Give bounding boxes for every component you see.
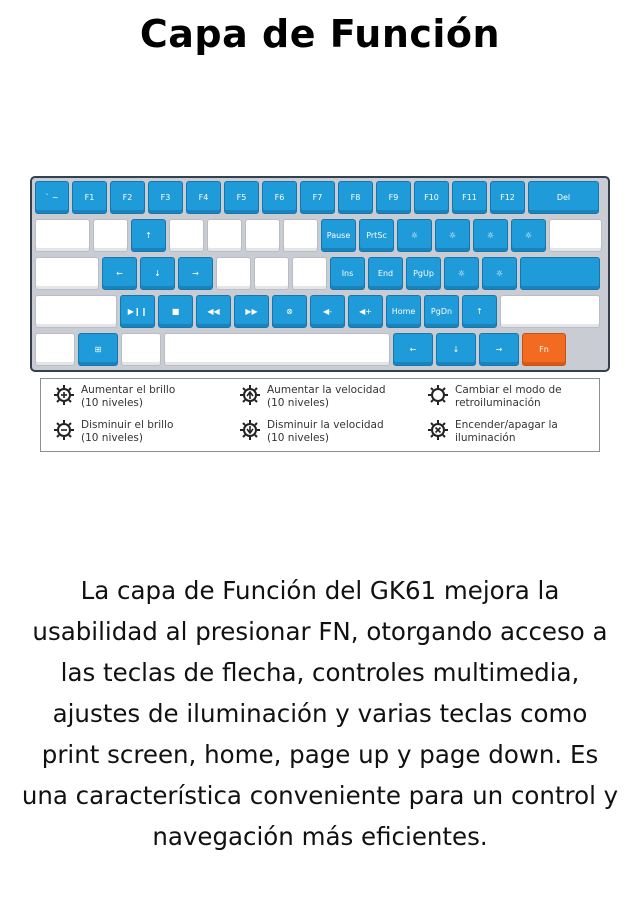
speed-down-icon <box>239 419 261 441</box>
key-r4-10: PgDn <box>424 295 459 328</box>
key-r4-1 <box>35 295 117 328</box>
key-r3-12: ☼ <box>482 257 517 290</box>
key-r3-2: ← <box>102 257 137 290</box>
key-r3-8: Ins <box>330 257 365 290</box>
key-r3-5 <box>216 257 251 290</box>
key-r3-1 <box>35 257 99 290</box>
key-r3-4: → <box>178 257 213 290</box>
legend-item-backlight-mode <box>427 384 562 410</box>
legend-sublabel: retroiluminación <box>455 397 541 409</box>
key-r5-2: ⊞ <box>78 333 118 366</box>
key-r2-6 <box>245 219 280 252</box>
key-r1-4: F3 <box>148 181 183 214</box>
key-r1-2: F1 <box>72 181 107 214</box>
legend-item-brightness-down <box>53 419 173 445</box>
key-r1-7: F6 <box>262 181 297 214</box>
key-r2-8: Pause <box>321 219 356 252</box>
key-r1-10: F9 <box>376 181 411 214</box>
key-r3-7 <box>292 257 327 290</box>
key-r1-3: F2 <box>110 181 145 214</box>
legend-item-speed-up <box>239 384 386 410</box>
page-title: Capa de Función <box>139 12 501 56</box>
legend-sublabel: iluminación <box>455 432 516 444</box>
key-r2-10: ☼ <box>397 219 432 252</box>
key-r2-11: ☼ <box>435 219 470 252</box>
key-r3-13 <box>520 257 600 290</box>
key-r5-8: Fn <box>522 333 566 366</box>
brightness-down-icon <box>53 419 75 441</box>
key-r4-8: ◀+ <box>348 295 383 328</box>
key-r4-11: ↑ <box>462 295 497 328</box>
key-r2-2 <box>93 219 128 252</box>
key-r2-4 <box>169 219 204 252</box>
key-r1-8: F7 <box>300 181 335 214</box>
keyboard-layout-diagram <box>30 176 610 372</box>
legend-item-backlight-toggle <box>427 419 558 445</box>
key-r5-5: ← <box>393 333 433 366</box>
key-r4-5: ▶▶ <box>234 295 269 328</box>
key-r4-6: ⊗ <box>272 295 307 328</box>
key-r1-14: Del <box>528 181 599 214</box>
key-r3-10: PgUp <box>406 257 441 290</box>
legend-label: Disminuir la velocidad <box>267 419 384 431</box>
key-r4-7: ◀- <box>310 295 345 328</box>
legend-label: Aumentar la velocidad <box>267 384 386 396</box>
key-r4-4: ◀◀ <box>196 295 231 328</box>
key-r3-3: ↓ <box>140 257 175 290</box>
legend-sublabel: (10 niveles) <box>81 432 143 444</box>
key-r2-9: PrtSc <box>359 219 394 252</box>
key-r2-3: ↑ <box>131 219 166 252</box>
backlight-toggle-icon <box>427 419 449 441</box>
legend-sublabel: (10 niveles) <box>81 397 143 409</box>
key-r4-9: Home <box>386 295 421 328</box>
legend-label: Aumentar el brillo <box>81 384 176 396</box>
key-r2-13: ☼ <box>511 219 546 252</box>
key-r5-6: ↓ <box>436 333 476 366</box>
key-r2-12: ☼ <box>473 219 508 252</box>
key-r3-6 <box>254 257 289 290</box>
key-r1-1: ` ~ <box>35 181 69 214</box>
key-r1-9: F8 <box>338 181 373 214</box>
key-r5-3 <box>121 333 161 366</box>
key-r5-1 <box>35 333 75 366</box>
key-r2-7 <box>283 219 318 252</box>
legend-box <box>40 378 600 452</box>
legend-sublabel: (10 niveles) <box>267 397 329 409</box>
brightness-up-icon <box>53 384 75 406</box>
speed-up-icon <box>239 384 261 406</box>
key-r4-12 <box>500 295 600 328</box>
key-r1-6: F5 <box>224 181 259 214</box>
key-r2-1 <box>35 219 90 252</box>
key-r1-5: F4 <box>186 181 221 214</box>
legend-label: Encender/apagar la <box>455 419 558 431</box>
description-text: La capa de Función del GK61 mejora la usabilidad al presionar FN, otorgando acceso a las teclas de flecha, controles multimedia, ajustes de iluminación y varias teclas como print screen, home, page up y page down. Es una característica conveniente para un control y navegación más eficientes. <box>21 576 619 851</box>
legend-item-speed-down <box>239 419 384 445</box>
key-r2-5 <box>207 219 242 252</box>
legend-sublabel: (10 niveles) <box>267 432 329 444</box>
key-r5-4 <box>164 333 390 366</box>
legend-item-brightness-up <box>53 384 175 410</box>
key-r3-11: ☼ <box>444 257 479 290</box>
backlight-mode-icon <box>427 384 449 406</box>
key-r3-9: End <box>368 257 403 290</box>
legend-label: Cambiar el modo de <box>455 384 562 396</box>
key-r1-12: F11 <box>452 181 487 214</box>
legend-label: Disminuir el brillo <box>81 419 174 431</box>
key-r5-7: → <box>479 333 519 366</box>
key-r4-2: ▶❙❙ <box>120 295 155 328</box>
key-r1-13: F12 <box>490 181 525 214</box>
key-r1-11: F10 <box>414 181 449 214</box>
key-r4-3: ■ <box>158 295 193 328</box>
key-r2-14 <box>549 219 602 252</box>
